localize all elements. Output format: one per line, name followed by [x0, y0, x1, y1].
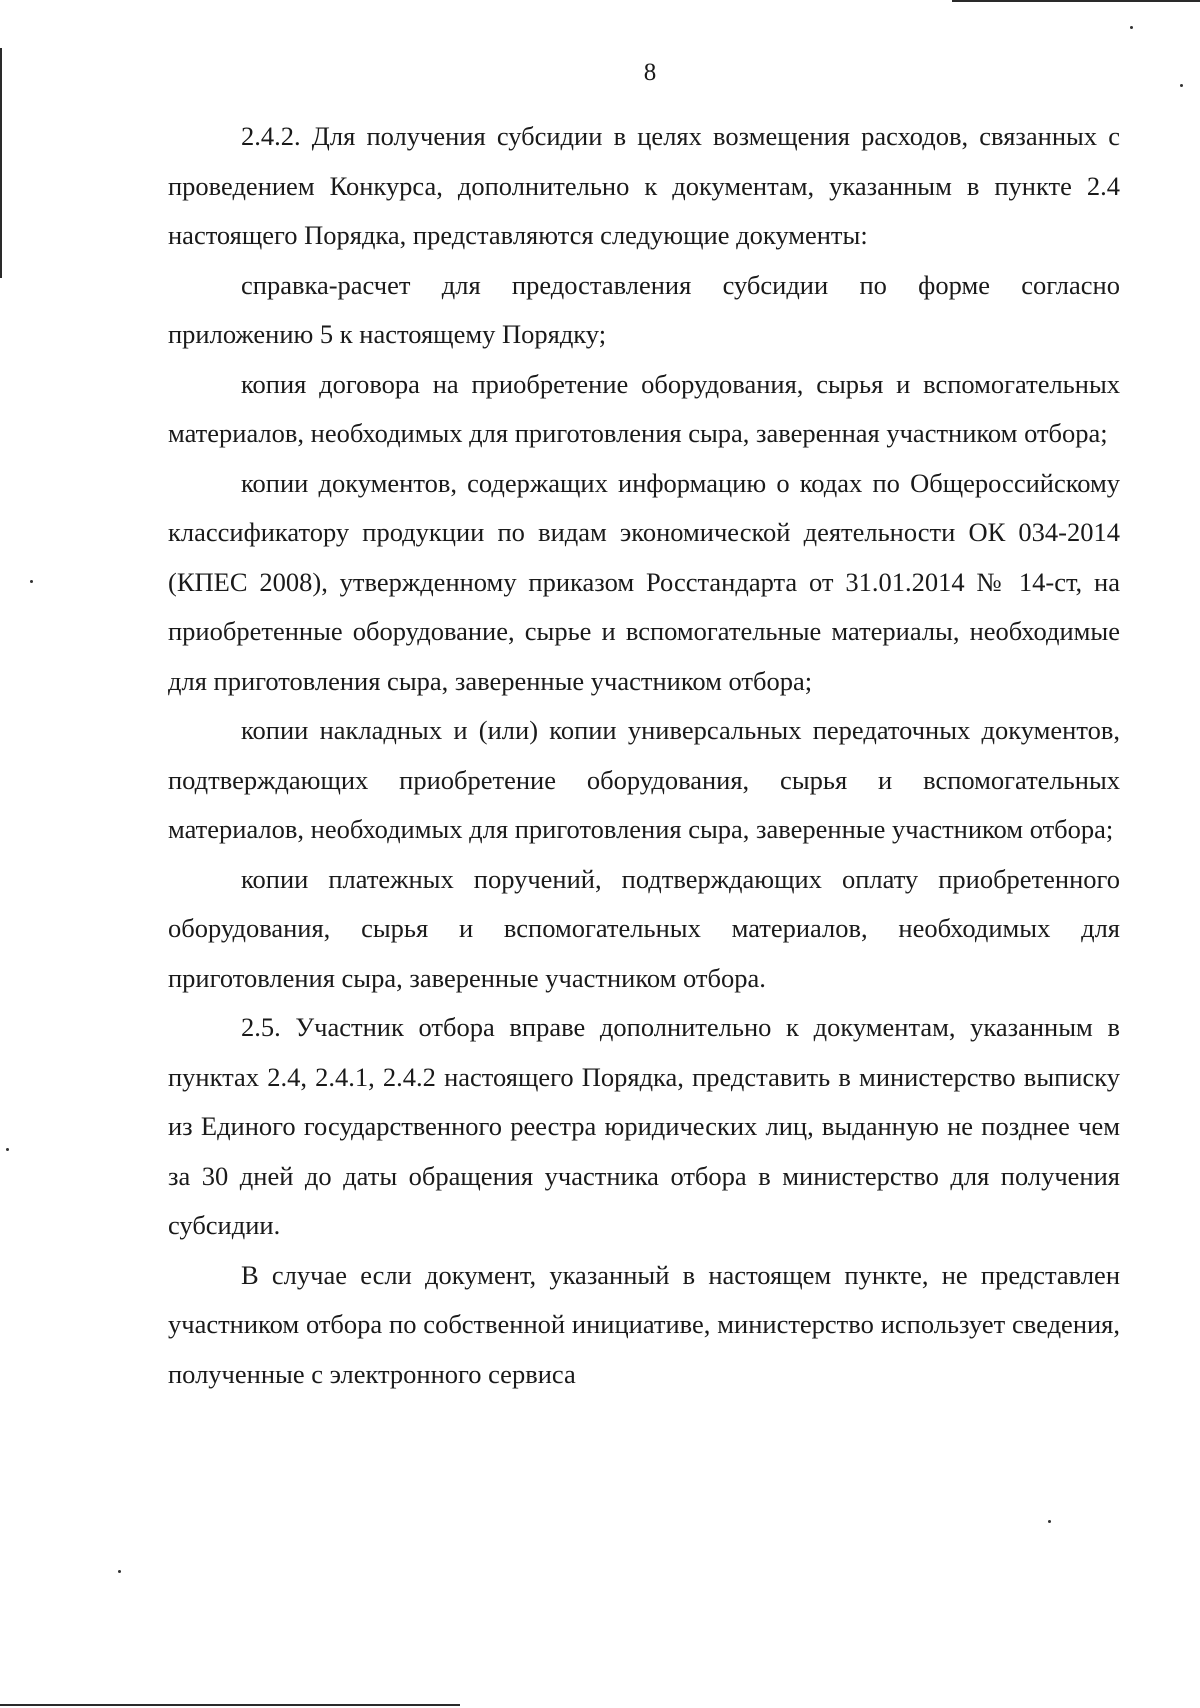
list-item-calculation: справка-расчет для предоставления субсидии по форме согласно приложению 5 к настоящему Порядку;	[168, 269, 1120, 349]
paragraph-2-5-continued: В случае если документ, указанный в настоящем пункте, не представлен участником отбора по собственной инициативе, министерство использует сведения, полученные с электронного сервиса	[168, 1259, 1120, 1389]
scan-speck	[118, 1570, 121, 1573]
scan-edge-top	[952, 0, 1200, 2]
scan-edge-bottom	[0, 1704, 460, 1706]
scan-speck	[6, 1148, 9, 1151]
document-body	[168, 112, 1120, 1399]
scan-speck	[1130, 26, 1133, 29]
list-item-contract-copy: копия договора на приобретение оборудования, сырья и вспомогательных материалов, необходимых для приготовления сыра, заверенная участником отбора;	[168, 368, 1120, 448]
list-item-okpd-codes: копии документов, содержащих информацию о кодах по Общероссийскому классификатору продукции по видам экономической деятельности ОК 034-2014 (КПЕС 2008), утвержденному приказом Росстандарта от 31.01.2014 № 14-ст, на приобретенные оборудование, сырье и вспомогательные материалы, необходимые для приготовления сыра, заверенные участником отбора;	[168, 467, 1120, 696]
scan-speck	[1048, 1520, 1051, 1523]
scan-speck	[30, 580, 33, 583]
page-number: 8	[643, 59, 657, 86]
paragraph-2-4-2: 2.4.2. Для получения субсидии в целях возмещения расходов, связанных с проведением Конкурса, дополнительно к документам, указанным в пункте 2.4 настоящего Порядка, представляются следующие документы:	[168, 121, 1120, 250]
list-item-payment-orders: копии платежных поручений, подтверждающих оплату приобретенного оборудования, сырья и вспомогательных материалов, необходимых для приготовления сыра, заверенные участником отбора.	[168, 863, 1120, 993]
paragraph-2-5: 2.5. Участник отбора вправе дополнительно к документам, указанным в пунктах 2.4, 2.4.1, 2.4.2 настоящего Порядка, представить в министерство выписку из Единого государственного реестра юридических лиц, выданную не позднее чем за 30 дней до даты обращения участника отбора в министерство для получения субсидии.	[168, 1012, 1120, 1240]
list-item-invoices: копии накладных и (или) копии универсальных передаточных документов, подтверждающих приобретение оборудования, сырья и вспомогательных материалов, необходимых для приготовления сыра, заверенные участником отбора;	[168, 715, 1120, 844]
